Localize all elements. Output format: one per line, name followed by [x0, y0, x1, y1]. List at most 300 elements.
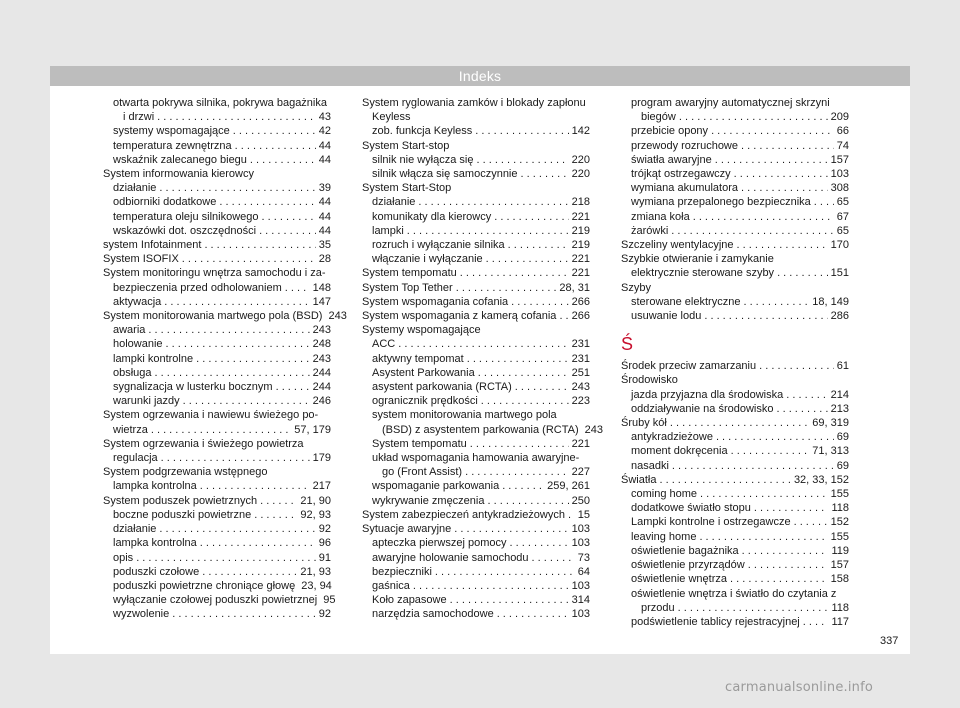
entry-text: wskazówki dot. oszczędności	[113, 224, 257, 237]
page-reference: 244	[312, 381, 331, 394]
entry-text: Lampki kontrolne i ostrzegawcze	[631, 516, 791, 529]
dot-leader	[672, 459, 834, 473]
dot-leader	[159, 522, 315, 536]
page-reference: 286	[830, 310, 849, 323]
page-reference: 219	[571, 224, 590, 237]
index-entry	[103, 266, 331, 294]
entry-text: dodatkowe światło stopu	[631, 502, 751, 515]
index-subentry	[621, 615, 849, 629]
index-subentry	[103, 508, 331, 522]
index-subentry	[103, 593, 336, 607]
page-reference: 251	[571, 366, 590, 379]
index-subentry	[362, 210, 590, 224]
page-reference: 28	[318, 253, 331, 266]
dot-leader	[161, 451, 310, 465]
dot-leader	[734, 167, 828, 181]
dot-leader	[486, 252, 569, 266]
dot-leader	[711, 124, 834, 138]
entry-text: awaria	[113, 324, 146, 337]
index-subentry	[103, 551, 331, 565]
entry-text: działanie	[113, 523, 157, 536]
index-subentry	[103, 210, 331, 224]
entry-text: sygnalizacja w lusterku bocznym	[113, 381, 273, 394]
page-reference: 221	[571, 267, 590, 280]
index-subentry	[362, 451, 590, 479]
index-subentry	[621, 195, 849, 209]
dot-leader	[559, 309, 568, 323]
page-reference: 65	[836, 196, 849, 209]
index-entry	[621, 359, 849, 373]
dot-leader	[511, 295, 569, 309]
index-subentry	[621, 558, 849, 572]
entry-text: wymiana przepalonego bezpiecznika	[631, 196, 811, 209]
index-subentry	[362, 352, 590, 366]
entry-text: działanie	[113, 182, 157, 195]
dot-leader	[700, 487, 828, 501]
entry-text: silnik włącza się samoczynnie	[372, 168, 518, 181]
section-letter: Ś	[621, 334, 634, 355]
index-subentry	[621, 402, 849, 416]
dot-leader	[742, 544, 829, 558]
index-entry	[621, 281, 849, 295]
entry-text: regulacja	[113, 452, 158, 465]
entry-text: System ogrzewania i świeżego powietrza	[103, 437, 304, 450]
index-subentry	[621, 295, 849, 309]
dot-leader	[254, 508, 297, 522]
index-subentry	[621, 501, 849, 515]
dot-leader	[754, 501, 829, 515]
page-reference: 221	[571, 437, 590, 450]
index-subentry	[103, 536, 331, 550]
entry-text: zob. funkcja Keyless	[372, 125, 473, 138]
dot-leader	[510, 536, 569, 550]
index-subentry	[621, 224, 849, 238]
index-subentry	[103, 181, 331, 195]
index-subentry	[103, 380, 331, 394]
page-reference: 243	[312, 352, 331, 365]
page-reference: 221	[571, 210, 590, 223]
page-reference: 213	[830, 402, 849, 415]
entry-text: program awaryjny automatycznej skrzyni	[631, 97, 830, 109]
entry-text: Asystent Parkowania	[372, 366, 475, 379]
entry-text: System tempomatu	[372, 437, 467, 450]
page-reference: 223	[571, 395, 590, 408]
entry-text: usuwanie lodu	[631, 310, 702, 323]
dot-leader	[407, 224, 569, 238]
page-reference: 69, 319	[812, 417, 849, 430]
entry-text: ogranicznik prędkości	[372, 395, 478, 408]
page-reference: 42	[318, 125, 331, 138]
page-reference: 155	[830, 488, 849, 501]
entry-text: Keyless	[372, 111, 411, 124]
dot-leader	[262, 210, 316, 224]
index-subentry	[621, 167, 849, 181]
index-subentry	[621, 139, 849, 153]
dot-leader	[398, 337, 568, 351]
entry-text: System wspomagania cofania	[362, 295, 509, 308]
entry-text: asystent parkowania (RCTA)	[372, 381, 512, 394]
dot-leader	[671, 224, 833, 238]
entry-text: warunki jazdy	[113, 395, 180, 408]
entry-text: oświetlenie przyrządów	[631, 559, 745, 572]
index-subentry	[362, 337, 590, 351]
page-reference: 152	[830, 516, 849, 529]
entry-text: oddziaływanie na środowisko	[631, 402, 774, 415]
dot-leader	[678, 601, 829, 615]
page-reference: 44	[318, 210, 331, 223]
index-subentry	[362, 536, 590, 550]
dot-leader	[487, 494, 568, 508]
index-entry	[362, 522, 590, 536]
page-reference: 39	[318, 182, 331, 195]
entry-text: temperatura zewnętrzna	[113, 139, 232, 152]
dot-leader	[465, 465, 569, 479]
page-reference: 217	[312, 480, 331, 493]
page-reference: 44	[318, 196, 331, 209]
dot-leader	[196, 352, 310, 366]
entry-text: System monitorowania martwego pola (BSD)	[103, 310, 323, 323]
page-reference: 92, 93	[300, 508, 331, 521]
index-subentry	[621, 572, 849, 586]
dot-leader	[777, 266, 828, 280]
index-subentry	[103, 394, 331, 408]
dot-leader	[748, 558, 828, 572]
dot-leader	[157, 110, 316, 124]
page-reference: 157	[830, 153, 849, 166]
page-reference: 157	[830, 559, 849, 572]
entry-text: zmiana koła	[631, 210, 690, 223]
entry-text: Sytuacje awaryjne	[362, 523, 452, 536]
page-reference: 158	[830, 573, 849, 586]
entry-text: apteczka pierwszej pomocy	[372, 537, 507, 550]
page-reference: 148	[312, 281, 331, 294]
page-reference: 248	[312, 338, 331, 351]
index-entry	[362, 266, 590, 280]
index-subentry	[621, 96, 849, 124]
index-subentry	[621, 153, 849, 167]
index-subentry	[362, 479, 590, 493]
entry-text: oświetlenie wnętrza i światło do czytania z	[631, 587, 837, 600]
entry-text: leaving home	[631, 530, 697, 543]
index-subentry	[362, 224, 590, 238]
dot-leader	[454, 522, 568, 536]
index-subentry	[362, 394, 590, 408]
entry-text: Koło zapasowe	[372, 594, 447, 607]
page-reference: 259, 261	[547, 480, 590, 493]
index-entry	[362, 181, 590, 195]
entry-text: wyzwolenie	[113, 608, 170, 621]
page-reference: 119	[831, 544, 849, 557]
dot-leader	[693, 210, 834, 224]
dot-leader	[730, 572, 828, 586]
index-entry	[103, 465, 331, 493]
index-entry	[103, 494, 331, 508]
index-subentry	[362, 366, 590, 380]
index-subentry	[362, 195, 590, 209]
index-entry	[362, 323, 590, 337]
dot-leader	[716, 430, 834, 444]
dot-leader	[794, 515, 828, 529]
entry-text: System podgrzewania wstępnego	[103, 466, 268, 479]
index-subentry	[103, 295, 331, 309]
entry-text: Środek przeciw zamarzaniu	[621, 360, 757, 373]
entry-text: coming home	[631, 488, 698, 501]
dot-leader	[183, 394, 310, 408]
page-reference: 74	[836, 139, 849, 152]
index-entry	[362, 295, 590, 309]
page-reference: 117	[831, 615, 849, 628]
dot-leader	[202, 565, 297, 579]
entry-text: narzędzia samochodowe	[372, 608, 494, 621]
dot-leader	[450, 593, 569, 607]
dot-leader	[418, 195, 568, 209]
index-subentry	[103, 124, 331, 138]
index-subentry	[103, 195, 331, 209]
index-subentry	[621, 430, 849, 444]
entry-text: silnik nie wyłącza się	[372, 153, 474, 166]
entry-text: temperatura oleju silnikowego	[113, 210, 259, 223]
entry-text: Środowisko	[621, 374, 678, 387]
entry-text: System ryglowania zamków i blokady zapłonu	[362, 97, 586, 109]
index-subentry	[621, 444, 849, 458]
page-reference: 220	[571, 153, 590, 166]
index-entry	[103, 437, 331, 465]
entry-text: układ wspomagania hamowania awaryjne-	[372, 452, 580, 465]
page-reference: 227	[571, 466, 590, 479]
dot-leader	[741, 139, 834, 153]
entry-text: bezpieczenia przed odholowaniem	[113, 281, 282, 294]
dot-leader	[679, 110, 828, 124]
index-subentry	[621, 530, 849, 544]
entry-text: bezpieczniki	[372, 565, 432, 578]
index-column-2	[362, 96, 603, 622]
dot-leader	[814, 195, 834, 209]
page-reference: 179	[312, 452, 331, 465]
page-reference: 92	[318, 608, 331, 621]
dot-leader	[478, 366, 569, 380]
dot-leader	[456, 281, 557, 295]
index-entry	[103, 238, 331, 252]
page-reference: 219	[571, 239, 590, 252]
index-subentry	[103, 522, 331, 536]
dot-leader	[200, 479, 310, 493]
index-subentry	[362, 124, 590, 138]
entry-text: ACC	[372, 338, 396, 351]
page-reference: 231	[571, 338, 590, 351]
page-reference: 57, 179	[294, 423, 331, 436]
entry-text: wietrza	[113, 423, 148, 436]
entry-text: System wspomagania z kamerą cofania	[362, 310, 557, 323]
page-reference: 214	[830, 388, 849, 401]
page-reference: 69	[836, 431, 849, 444]
entry-text: wyłączanie czołowej poduszki powietrznej	[113, 594, 318, 607]
entry-text: aktywny tempomat	[372, 352, 464, 365]
index-subentry	[621, 544, 849, 558]
entry-text: światła awaryjne	[631, 153, 712, 166]
dot-leader	[704, 309, 827, 323]
dot-leader	[467, 352, 569, 366]
dot-leader	[659, 473, 790, 487]
dot-leader	[508, 238, 569, 252]
index-subentry	[621, 388, 849, 402]
dot-leader	[250, 153, 316, 167]
page-reference: 61	[836, 360, 849, 373]
entry-text: poduszki powietrzne chroniące głowę	[113, 579, 296, 592]
dot-leader	[260, 494, 297, 508]
index-entry	[621, 416, 849, 430]
page-reference: 44	[318, 224, 331, 237]
page-reference: 103	[571, 579, 590, 592]
dot-leader	[435, 565, 575, 579]
index-subentry	[621, 515, 849, 529]
dot-leader	[521, 167, 569, 181]
entry-text: sterowane elektryczne	[631, 295, 741, 308]
dot-leader	[776, 402, 827, 416]
entry-text: biegów	[641, 111, 676, 124]
entry-text: holowanie	[113, 338, 163, 351]
index-subentry	[362, 408, 603, 436]
entry-text: gaśnica	[372, 579, 410, 592]
index-entry	[103, 309, 347, 323]
dot-leader	[715, 153, 828, 167]
index-entry	[362, 281, 590, 295]
entry-text: Śruby kół	[621, 417, 667, 430]
entry-text: System ISOFIX	[103, 253, 179, 266]
index-entry	[621, 238, 849, 252]
dot-leader	[276, 380, 310, 394]
index-subentry	[103, 352, 331, 366]
page-reference: 23, 94	[301, 579, 332, 592]
page-reference: 69	[836, 459, 849, 472]
index-entry	[621, 373, 849, 387]
page-reference: 147	[312, 295, 331, 308]
entry-text: System Top Tether	[362, 281, 453, 294]
index-entry	[621, 473, 849, 487]
entry-text: włączanie i wyłączanie	[372, 253, 483, 266]
page-title: Indeks	[50, 66, 910, 86]
index-subentry	[621, 459, 849, 473]
entry-text: system Infotainment	[103, 239, 202, 252]
dot-leader	[233, 124, 316, 138]
entry-text: System poduszek powietrznych	[103, 494, 258, 507]
dot-leader	[151, 423, 291, 437]
page-reference: 66	[836, 125, 849, 138]
dot-leader	[699, 530, 827, 544]
index-subentry	[362, 380, 590, 394]
entry-text: przebicie opony	[631, 125, 709, 138]
entry-text: opis	[113, 551, 134, 564]
page-reference: 231	[571, 352, 590, 365]
index-subentry	[621, 587, 849, 615]
page-reference: 246	[312, 395, 331, 408]
entry-text: systemy wspomagające	[113, 125, 230, 138]
page-reference: 92	[318, 523, 331, 536]
entry-text: podświetlenie tablicy rejestracyjnej	[631, 615, 800, 628]
dot-leader	[502, 479, 544, 493]
index-subentry	[103, 366, 331, 380]
index-subentry	[103, 323, 331, 337]
entry-text: poduszki czołowe	[113, 565, 200, 578]
page-reference: 21, 90	[300, 494, 331, 507]
entry-text: otwarta pokrywa silnika, pokrywa bagażnika	[113, 97, 327, 109]
entry-text: System Start-Stop	[362, 182, 452, 195]
index-subentry	[362, 167, 590, 181]
dot-leader	[166, 337, 310, 351]
page-reference: 65	[836, 224, 849, 237]
dot-leader	[532, 551, 575, 565]
page-reference: 220	[571, 168, 590, 181]
index-entry	[103, 408, 331, 436]
entry-text: oświetlenie wnętrza	[631, 573, 727, 586]
index-subentry	[362, 607, 590, 621]
entry-text: komunikaty dla kierowcy	[372, 210, 492, 223]
page-reference: 21, 93	[300, 565, 331, 578]
entry-text: wspomaganie parkowania	[372, 480, 500, 493]
dot-leader	[148, 323, 309, 337]
entry-text: System zabezpieczeń antykradzieżowych	[362, 508, 565, 521]
dot-leader	[235, 139, 316, 153]
watermark: carmanualsonline.info	[725, 680, 874, 695]
index-subentry	[362, 593, 590, 607]
index-entry	[362, 139, 590, 153]
dot-leader	[159, 181, 315, 195]
dot-leader	[155, 366, 310, 380]
index-subentry	[362, 252, 590, 266]
entry-text: elektrycznie sterowane szyby	[631, 267, 775, 280]
entry-text: moment dokręcenia	[631, 445, 728, 458]
index-subentry	[621, 181, 849, 195]
index-entry	[103, 252, 331, 266]
page-reference: 151	[830, 267, 849, 280]
page-reference: 243	[571, 381, 590, 394]
dot-leader	[285, 281, 310, 295]
page-reference: 91	[318, 551, 331, 564]
page-reference: 73	[577, 551, 590, 564]
entry-text: rozruch i wyłączanie silnika	[372, 239, 505, 252]
entry-text: jazda przyjazna dla środowiska	[631, 388, 784, 401]
page-number: 337	[880, 635, 899, 647]
index-entry	[103, 167, 331, 181]
page-reference: 103	[571, 608, 590, 621]
entry-text: żarówki	[631, 224, 669, 237]
dot-leader	[182, 252, 316, 266]
dot-leader	[786, 388, 827, 402]
dot-leader	[759, 359, 834, 373]
entry-text: System ogrzewania i nawiewu świeżego po-	[103, 409, 319, 422]
index-subentry	[621, 124, 849, 138]
dot-leader	[731, 444, 810, 458]
page-reference: 103	[571, 523, 590, 536]
entry-text: System tempomatu	[362, 267, 457, 280]
entry-text: obsługa	[113, 366, 152, 379]
entry-text: nasadki	[631, 459, 669, 472]
index-subentry	[103, 96, 331, 124]
entry-text: odbiorniki dodatkowe	[113, 196, 217, 209]
page-reference: 118	[831, 601, 849, 614]
index-subentry	[103, 224, 331, 238]
dot-leader	[670, 416, 809, 430]
entry-text: aktywacja	[113, 295, 162, 308]
page-reference: 221	[571, 253, 590, 266]
page-reference: 15	[577, 508, 590, 521]
index-subentry	[362, 153, 590, 167]
dot-leader	[470, 437, 569, 451]
page-reference: 155	[830, 530, 849, 543]
page-reference: 44	[318, 139, 331, 152]
dot-leader	[164, 295, 309, 309]
dot-leader	[219, 195, 315, 209]
index-subentry	[103, 579, 331, 593]
